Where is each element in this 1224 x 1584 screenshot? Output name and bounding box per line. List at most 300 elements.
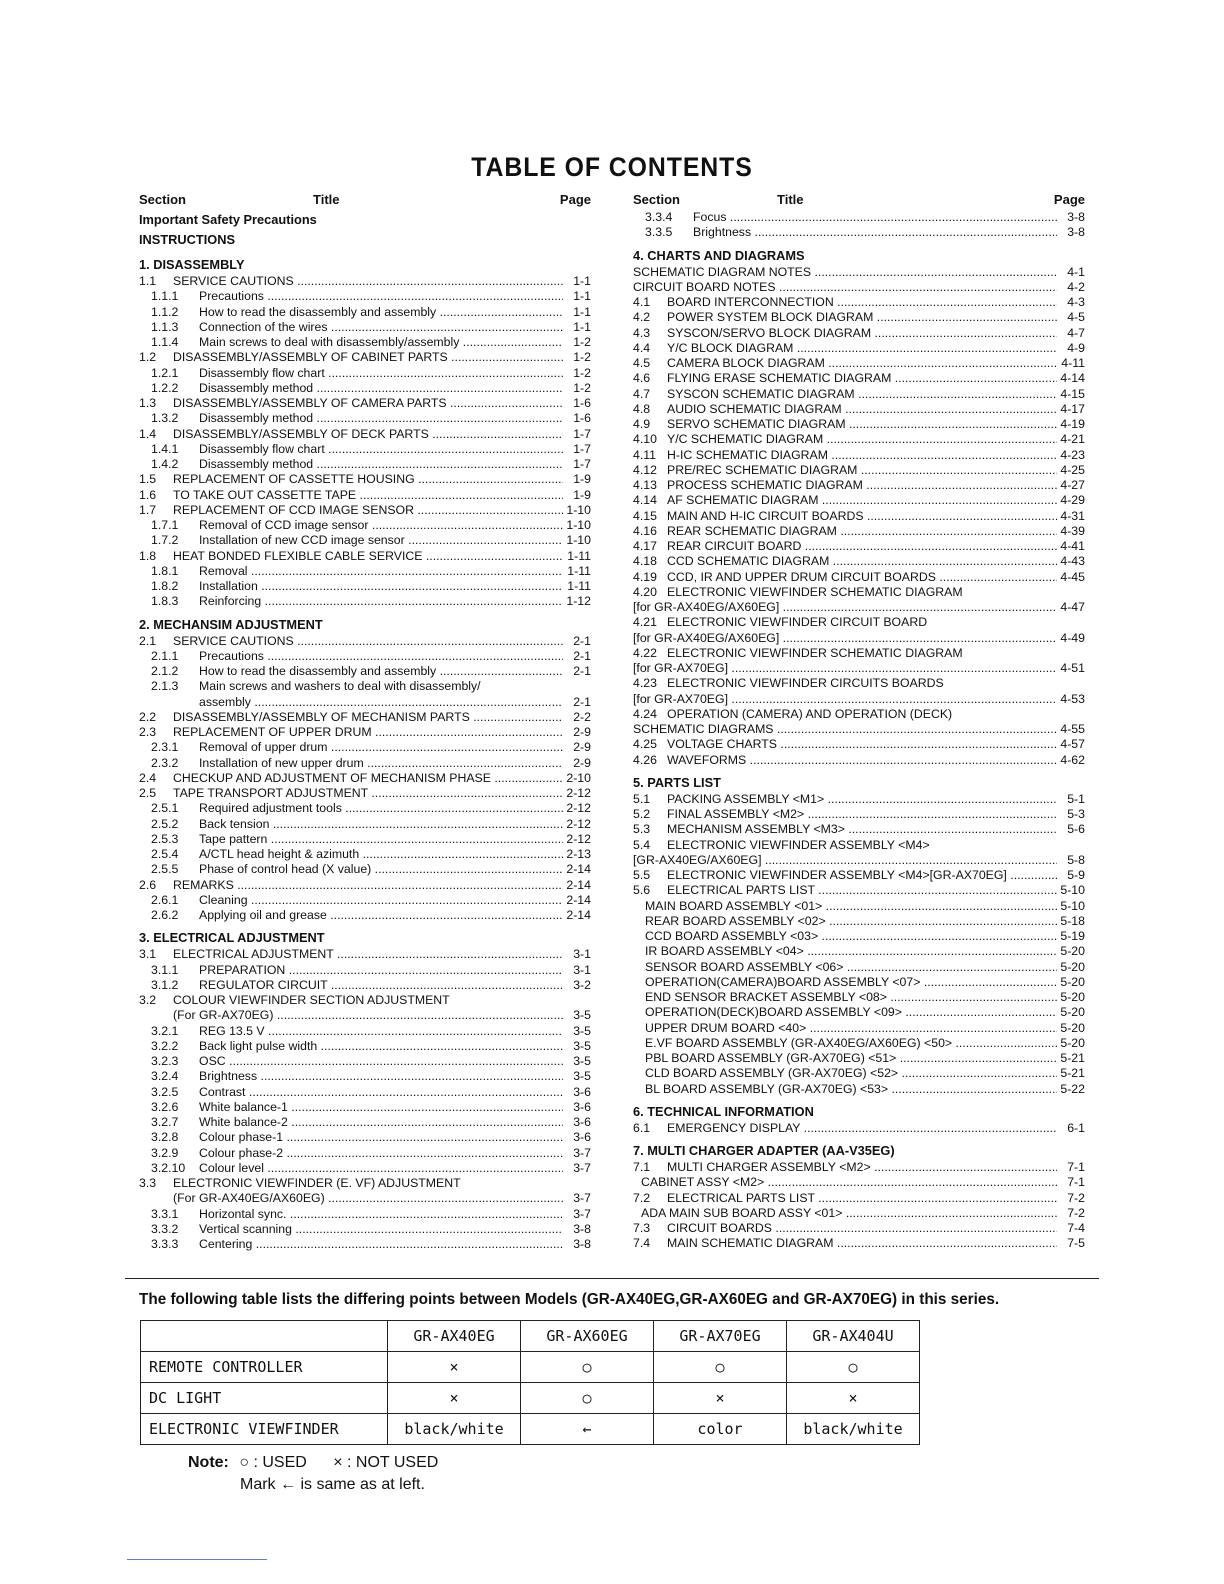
- entry-number: 4.25: [633, 737, 657, 752]
- entry-title: SYSCON/SERVO BLOCK DIAGRAM .....: [667, 326, 1057, 341]
- entry-page: 1-9: [573, 472, 591, 487]
- toc-entry: [139, 1222, 591, 1237]
- toc-entry: [139, 1176, 591, 1191]
- entry-number: 5.6: [633, 883, 651, 898]
- entry-page: 1-7: [573, 426, 591, 441]
- entry-page: 3-6: [573, 1130, 591, 1145]
- entry-page: 2-2: [573, 709, 591, 724]
- toc-entry: [633, 615, 1085, 630]
- toc-entry: [633, 975, 1085, 990]
- entry-number: 5.3: [633, 822, 651, 837]
- table-cell: REMOTE CONTROLLER: [141, 1352, 388, 1383]
- entry-number: 3.1.2: [151, 977, 179, 992]
- entry-page: 1-12: [566, 594, 591, 609]
- entry-page: 4-57: [1060, 737, 1085, 752]
- entry-number: 1.2: [139, 350, 157, 365]
- toc-entry: [139, 801, 591, 816]
- toc-entry: [139, 1100, 591, 1115]
- entry-title: Vertical scanning .....: [199, 1222, 563, 1237]
- toc-entry: [633, 792, 1085, 807]
- entry-number: 1.2.1: [151, 365, 179, 380]
- entry-page: 4-15: [1060, 386, 1085, 401]
- entry-page: 7-2: [1067, 1190, 1085, 1205]
- entry-page: 1-7: [573, 441, 591, 456]
- entry-page: 2-1: [573, 633, 591, 648]
- entry-page: 4-9: [1067, 340, 1085, 355]
- toc-entries-left: [139, 256, 591, 1252]
- entry-title: Phase of control head (X value) .....: [199, 862, 563, 877]
- entry-page: 7-4: [1067, 1221, 1085, 1235]
- entry-title: (For GR-AX40EG/AX60EG) .....: [173, 1191, 563, 1206]
- entry-number: 4.15: [633, 508, 657, 523]
- entry-page: 3-6: [573, 1115, 591, 1129]
- entry-title: OPERATION (CAMERA) AND OPERATION (DECK): [667, 706, 953, 721]
- entry-number: 4.12: [633, 462, 657, 477]
- entry-page: 5-10: [1060, 898, 1085, 913]
- entry-number: 1.8.2: [151, 579, 179, 593]
- entry-page: 4-53: [1060, 691, 1085, 706]
- entry-number: 7.2: [633, 1190, 651, 1205]
- toc-entry: [139, 832, 591, 847]
- entry-title: ELECTRONIC VIEWFINDER (E. VF) ADJUSTMENT: [173, 1176, 461, 1190]
- entry-number: 3.2.9: [151, 1145, 179, 1160]
- toc-entry: [633, 722, 1085, 737]
- table-cell: ○: [787, 1352, 920, 1383]
- entry-title: Installation of new CCD image sensor .....: [199, 533, 563, 548]
- toc-entry: [633, 371, 1085, 386]
- entry-number: 3.2: [139, 993, 157, 1007]
- entry-title: DISASSEMBLY/ASSEMBLY OF CABINET PARTS .....: [173, 350, 563, 365]
- entry-title: (For GR-AX70EG) .....: [173, 1008, 563, 1023]
- entry-title: CAMERA BLOCK DIAGRAM .....: [667, 356, 1057, 371]
- entry-title: WAVEFORMS .....: [667, 753, 1057, 768]
- toc-entry: [633, 1160, 1085, 1175]
- toc-entry: [633, 1221, 1085, 1236]
- toc-entry: [139, 978, 591, 993]
- toc-entry: [633, 539, 1085, 554]
- toc-entry: [633, 1175, 1085, 1190]
- table-cell: ×: [388, 1383, 521, 1414]
- entry-title: Disassembly flow chart .....: [199, 366, 563, 381]
- entry-title: Precautions .....: [199, 289, 563, 304]
- entry-title: Contrast .....: [199, 1085, 563, 1100]
- entry-number: 4.2: [633, 310, 651, 325]
- entry-page: 3-6: [573, 1099, 591, 1114]
- entry-title: Disassembly method .....: [199, 381, 563, 396]
- toc-entry: [139, 878, 591, 893]
- entry-title: Colour level .....: [199, 1161, 563, 1176]
- entry-title: ELECTRONIC VIEWFINDER CIRCUITS BOARDS: [667, 676, 944, 691]
- divider: [125, 1278, 1099, 1279]
- entry-title: ELECTRICAL ADJUSTMENT .....: [173, 947, 563, 962]
- entry-page: 3-8: [1067, 210, 1085, 224]
- toc-entry: [633, 463, 1085, 478]
- toc-entry: [633, 960, 1085, 975]
- table-cell: [141, 1321, 388, 1352]
- entry-number: 4.26: [633, 752, 657, 767]
- toc-entry: [633, 554, 1085, 569]
- entry-page: 5-20: [1060, 1005, 1085, 1020]
- toc-entry: [139, 710, 591, 725]
- section-heading: 1. DISASSEMBLY: [139, 257, 245, 272]
- toc-entry: [633, 753, 1085, 768]
- toc-entry: [139, 1024, 591, 1039]
- entry-number: 5.2: [633, 807, 651, 821]
- entry-number: 4.1: [633, 295, 651, 309]
- entry-number: 1.2.2: [151, 380, 179, 395]
- entry-number: 2.5.5: [151, 862, 179, 877]
- entry-title: REGULATOR CIRCUIT .....: [199, 978, 563, 993]
- table-cell: ×: [787, 1383, 920, 1414]
- entry-number: 4.22: [633, 645, 657, 660]
- entry-number: 4.23: [633, 676, 657, 691]
- entry-number: 7.4: [633, 1236, 651, 1251]
- entry-page: 1-10: [566, 518, 591, 532]
- entry-title: OSC .....: [199, 1054, 563, 1069]
- entry-number: 3.2.4: [151, 1069, 179, 1084]
- toc-entry: [139, 488, 591, 503]
- entry-title: SCHEMATIC DIAGRAM NOTES .....: [633, 265, 1057, 280]
- page-title: TABLE OF CONTENTS: [471, 152, 753, 182]
- toc-entry: [633, 432, 1085, 447]
- entry-number: 2.3: [139, 725, 157, 739]
- entry-number: 1.1.2: [151, 304, 179, 319]
- entry-number: 5.4: [633, 837, 651, 852]
- toc-entry: [139, 579, 591, 594]
- entry-number: 1.3: [139, 396, 157, 410]
- entry-page: 2-1: [573, 664, 591, 678]
- entry-number: 4.9: [633, 417, 651, 431]
- toc-entry: [139, 594, 591, 609]
- entry-number: 3.1.1: [151, 962, 179, 977]
- entry-number: 1.1.1: [151, 289, 179, 304]
- entry-number: 4.6: [633, 371, 651, 386]
- entry-page: 5-20: [1060, 1035, 1085, 1050]
- toc-entry: [139, 1039, 591, 1054]
- entry-number: 4.20: [633, 584, 657, 599]
- toc-entry: [139, 472, 591, 487]
- table-cell: ELECTRONIC VIEWFINDER: [141, 1414, 388, 1445]
- entry-title: BL BOARD ASSEMBLY (GR-AX70EG) <53> .....: [645, 1082, 1057, 1097]
- entry-number: 2.6.2: [151, 908, 179, 922]
- entry-number: 2.5: [139, 786, 157, 800]
- table-cell: ×: [654, 1383, 787, 1414]
- entry-title: SENSOR BOARD ASSEMBLY <06> .....: [645, 960, 1057, 975]
- toc-entry: [139, 725, 591, 740]
- toc-entry: [139, 664, 591, 679]
- toc-entry: [139, 320, 591, 335]
- entry-title: Precautions .....: [199, 649, 563, 664]
- entry-page: 2-9: [573, 755, 591, 770]
- entry-title: Brightness .....: [199, 1069, 563, 1084]
- entry-title: [GR-AX40EG/AX60EG] .....: [633, 853, 1057, 868]
- intro-safety: Important Safety Precautions: [139, 212, 317, 227]
- entry-number: 4.13: [633, 478, 657, 492]
- toc-entry: [633, 509, 1085, 524]
- table-cell: black/white: [787, 1414, 920, 1445]
- entry-page: 5-20: [1060, 1020, 1085, 1035]
- entry-title: BOARD INTERCONNECTION .....: [667, 295, 1057, 310]
- entry-page: 5-9: [1067, 868, 1085, 882]
- entry-title: H-IC SCHEMATIC DIAGRAM .....: [667, 448, 1057, 463]
- toc-entry: [139, 1008, 591, 1023]
- toc-entry: [139, 350, 591, 365]
- entry-number: 1.4.1: [151, 441, 179, 456]
- entry-number: 3.2.1: [151, 1023, 179, 1038]
- table-header-cell: GR-AX60EG: [521, 1321, 654, 1352]
- toc-entry: [139, 533, 591, 548]
- entry-number: 7.3: [633, 1221, 651, 1235]
- section-heading: 3. ELECTRICAL ADJUSTMENT: [139, 930, 325, 946]
- entry-title: CCD BOARD ASSEMBLY <03> .....: [645, 929, 1057, 944]
- entry-title: ELECTRONIC VIEWFINDER ASSEMBLY <M4>: [667, 837, 930, 852]
- toc-entry: [633, 493, 1085, 508]
- entry-page: 4-45: [1060, 569, 1085, 584]
- entry-title: SERVICE CAUTIONS .....: [173, 274, 563, 289]
- entry-title: Installation of new upper drum .....: [199, 756, 563, 771]
- entry-title: ELECTRONIC VIEWFINDER CIRCUIT BOARD: [667, 615, 928, 630]
- entry-page: 7-5: [1067, 1236, 1085, 1251]
- entry-number: 3.3.3: [151, 1237, 179, 1251]
- entry-title: CCD SCHEMATIC DIAGRAM .....: [667, 554, 1057, 569]
- entry-page: 5-20: [1060, 990, 1085, 1004]
- toc-entry: [633, 1051, 1085, 1066]
- toc-entry: [633, 822, 1085, 837]
- diff-caption: The following table lists the differing points between Models (GR-AX40EG,GR-AX60EG and GR-AX70EG) in this series.: [139, 1291, 1000, 1308]
- entry-title: MAIN SCHEMATIC DIAGRAM .....: [667, 1236, 1057, 1251]
- header-page: Page: [1053, 192, 1085, 207]
- entry-title: ELECTRICAL PARTS LIST .....: [667, 1191, 1057, 1206]
- entry-title: [for GR-AX70EG] .....: [633, 661, 1057, 676]
- toc-entry: [633, 838, 1085, 853]
- toc-entry: [139, 908, 591, 923]
- toc-entry: [633, 661, 1085, 676]
- entry-title: Y/C BLOCK DIAGRAM .....: [667, 341, 1057, 356]
- entry-page: 3-8: [1067, 225, 1085, 240]
- entry-title: Y/C SCHEMATIC DIAGRAM .....: [667, 432, 1057, 447]
- entry-number: 3.3: [139, 1176, 157, 1190]
- toc-entry: [633, 210, 1085, 225]
- entry-title: REG 13.5 V .....: [199, 1024, 563, 1039]
- entry-number: 1.1: [139, 274, 157, 288]
- entry-page: 4-23: [1060, 447, 1085, 462]
- entry-title: COLOUR VIEWFINDER SECTION ADJUSTMENT: [173, 993, 450, 1007]
- entry-page: 4-47: [1060, 600, 1085, 614]
- toc-entry: [139, 427, 591, 442]
- toc-entry: [139, 503, 591, 518]
- note-not-used: × : NOT USED: [333, 1454, 439, 1471]
- toc-entry: [633, 853, 1085, 868]
- section-heading: 7. MULTI CHARGER ADAPTER (AA-V35EG): [633, 1143, 895, 1158]
- toc-entry: [633, 356, 1085, 371]
- entry-page: 3-1: [573, 962, 591, 977]
- toc-entry: [633, 1082, 1085, 1097]
- entry-title: MAIN AND H-IC CIRCUIT BOARDS .....: [667, 509, 1057, 524]
- entry-title: CLD BOARD ASSEMBLY (GR-AX70EG) <52> .....: [645, 1066, 1057, 1081]
- entry-page: 1-10: [566, 502, 591, 517]
- entry-number: 2.6.1: [151, 892, 179, 907]
- entry-number: 1.1.4: [151, 335, 179, 349]
- toc-entry: [139, 649, 591, 664]
- entry-title: Colour phase-2 .....: [199, 1146, 563, 1161]
- entry-title: ELECTRONIC VIEWFINDER ASSEMBLY <M4>[GR-AX70EG] .....: [667, 868, 1057, 883]
- entry-page: 4-62: [1060, 752, 1085, 767]
- entry-number: 4.17: [633, 539, 657, 553]
- entry-title: Focus .....: [693, 210, 1057, 225]
- entry-title: Required adjustment tools .....: [199, 801, 563, 816]
- toc-entry: [633, 341, 1085, 356]
- toc-entry: [139, 457, 591, 472]
- entry-page: 5-21: [1060, 1066, 1085, 1081]
- entry-number: 4.24: [633, 706, 657, 721]
- entry-page: 3-7: [573, 1160, 591, 1175]
- entry-page: 1-1: [573, 274, 591, 288]
- entry-title: Installation .....: [199, 579, 563, 594]
- entry-page: 6-1: [1067, 1120, 1085, 1135]
- entry-number: 1.1.3: [151, 319, 179, 334]
- entry-page: 1-2: [573, 350, 591, 365]
- entry-title: E.VF BOARD ASSEMBLY (GR-AX40EG/AX60EG) <50> .....: [645, 1036, 1057, 1051]
- toc-entry: [633, 807, 1085, 822]
- toc-entry: [633, 387, 1085, 402]
- entry-number: 4.18: [633, 554, 657, 569]
- entry-title: Brightness .....: [693, 225, 1057, 240]
- entry-title: DISASSEMBLY/ASSEMBLY OF CAMERA PARTS .....: [173, 396, 563, 411]
- note-used: ○ : USED: [239, 1454, 307, 1471]
- entry-title: PREPARATION .....: [199, 963, 563, 978]
- toc-entry: [633, 1206, 1085, 1221]
- entry-title: Connection of the wires .....: [199, 320, 563, 335]
- toc-entry: [633, 1036, 1085, 1051]
- toc-entry: [633, 914, 1085, 929]
- table-row: [141, 1414, 920, 1445]
- entry-title: SERVO SCHEMATIC DIAGRAM .....: [667, 417, 1057, 432]
- entry-page: 1-10: [566, 533, 591, 548]
- entry-title: Disassembly flow chart .....: [199, 442, 563, 457]
- table-cell: color: [654, 1414, 787, 1445]
- toc-entry: [633, 707, 1085, 722]
- entry-number: 3.2.3: [151, 1054, 179, 1068]
- toc-entry: [139, 366, 591, 381]
- table-header-cell: GR-AX70EG: [654, 1321, 787, 1352]
- entry-title: CIRCUIT BOARDS .....: [667, 1221, 1057, 1236]
- entry-number: 2.1.2: [151, 664, 179, 678]
- entry-number: 3.2.6: [151, 1099, 179, 1114]
- toc-entry: [139, 411, 591, 426]
- toc-entry: [139, 634, 591, 649]
- entry-title: REPLACEMENT OF CASSETTE HOUSING .....: [173, 472, 563, 487]
- entry-title: SYSCON SCHEMATIC DIAGRAM .....: [667, 387, 1057, 402]
- entry-page: 4-14: [1060, 371, 1085, 386]
- entry-title: [for GR-AX70EG] .....: [633, 692, 1057, 707]
- entry-title: Reinforcing .....: [199, 594, 563, 609]
- entry-number: 3.2.10: [151, 1160, 186, 1175]
- entry-title: CIRCUIT BOARD NOTES .....: [633, 280, 1057, 295]
- entry-title: Removal of CCD image sensor .....: [199, 518, 563, 533]
- toc-entry: [139, 442, 591, 457]
- entry-page: 1-7: [573, 457, 591, 471]
- entry-title: REMARKS .....: [173, 878, 563, 893]
- entry-number: 7.1: [633, 1160, 651, 1174]
- entry-page: 3-5: [573, 1023, 591, 1038]
- toc-entry: [633, 631, 1085, 646]
- entry-number: 2.5.1: [151, 801, 179, 816]
- entry-title: FINAL ASSEMBLY <M2> .....: [667, 807, 1057, 822]
- toc-right-column: [633, 190, 1085, 1252]
- entry-number: 1.4.2: [151, 457, 179, 471]
- entry-title: Main screws and washers to deal with disassembly/: [199, 679, 481, 694]
- entry-title: PBL BOARD ASSEMBLY (GR-AX70EG) <51> .....: [645, 1051, 1057, 1066]
- toc-entry: [139, 1115, 591, 1130]
- entry-title: How to read the disassembly and assembly .....: [199, 664, 563, 679]
- toc-entry: [633, 478, 1085, 493]
- entry-number: 1.8.3: [151, 594, 179, 609]
- entry-page: 4-39: [1060, 523, 1085, 538]
- toc-entry: [633, 1236, 1085, 1251]
- entry-page: 1-11: [567, 563, 591, 578]
- toc-entry: [139, 679, 591, 694]
- entry-number: 1.6: [139, 487, 157, 502]
- entry-number: 4.7: [633, 386, 651, 401]
- entry-title: REPLACEMENT OF UPPER DRUM .....: [173, 725, 563, 740]
- entry-page: 4-5: [1067, 310, 1085, 325]
- entry-page: 5-3: [1067, 807, 1085, 821]
- toc-entry: [139, 771, 591, 786]
- entry-title: How to read the disassembly and assembly .....: [199, 305, 563, 320]
- entry-title: OPERATION(CAMERA)BOARD ASSEMBLY <07> .....: [645, 975, 1057, 990]
- table-header-cell: GR-AX404U: [787, 1321, 920, 1352]
- entry-page: 4-11: [1061, 356, 1085, 370]
- intro-instructions: INSTRUCTIONS: [139, 232, 235, 247]
- entry-page: 1-11: [567, 579, 591, 593]
- table-cell: ○: [654, 1352, 787, 1383]
- toc-entry: [633, 676, 1085, 691]
- entry-page: 2-9: [573, 725, 591, 739]
- header-title: Title: [777, 192, 804, 207]
- entry-page: 5-10: [1060, 883, 1085, 898]
- entry-title: AUDIO SCHEMATIC DIAGRAM .....: [667, 402, 1057, 417]
- note-label: Note:: [188, 1454, 229, 1471]
- entry-title: Disassembly method .....: [199, 457, 563, 472]
- entry-title: IR BOARD ASSEMBLY <04> .....: [645, 944, 1057, 959]
- toc-entry: [139, 335, 591, 350]
- entry-title: A/CTL head height & azimuth .....: [199, 847, 563, 862]
- toc-entry: [633, 585, 1085, 600]
- toc-entry: [633, 265, 1085, 280]
- table-header-cell: GR-AX40EG: [388, 1321, 521, 1352]
- entry-number: 3.2.8: [151, 1130, 179, 1145]
- entry-number: 2.3.1: [151, 740, 179, 755]
- entry-number: 4.10: [633, 432, 657, 447]
- entry-page: 3-1: [573, 947, 591, 962]
- entry-title: Removal of upper drum .....: [199, 740, 563, 755]
- table-cell: DC LIGHT: [141, 1383, 388, 1414]
- entry-page: 5-8: [1067, 852, 1085, 867]
- entry-page: 4-17: [1060, 401, 1085, 416]
- entry-page: 2-1: [573, 694, 591, 709]
- entry-page: 4-21: [1060, 432, 1085, 447]
- entry-number: 1.4: [139, 426, 157, 441]
- entry-page: 2-10: [566, 770, 591, 785]
- entry-page: 3-7: [573, 1191, 591, 1206]
- toc-entry: [139, 1146, 591, 1161]
- entry-title: Cleaning .....: [199, 893, 563, 908]
- entry-title: VOLTAGE CHARTS .....: [667, 737, 1057, 752]
- entry-page: 2-1: [573, 648, 591, 663]
- entry-title: Tape pattern .....: [199, 832, 563, 847]
- entry-title: Applying oil and grease .....: [199, 908, 563, 923]
- table-cell: ○: [521, 1352, 654, 1383]
